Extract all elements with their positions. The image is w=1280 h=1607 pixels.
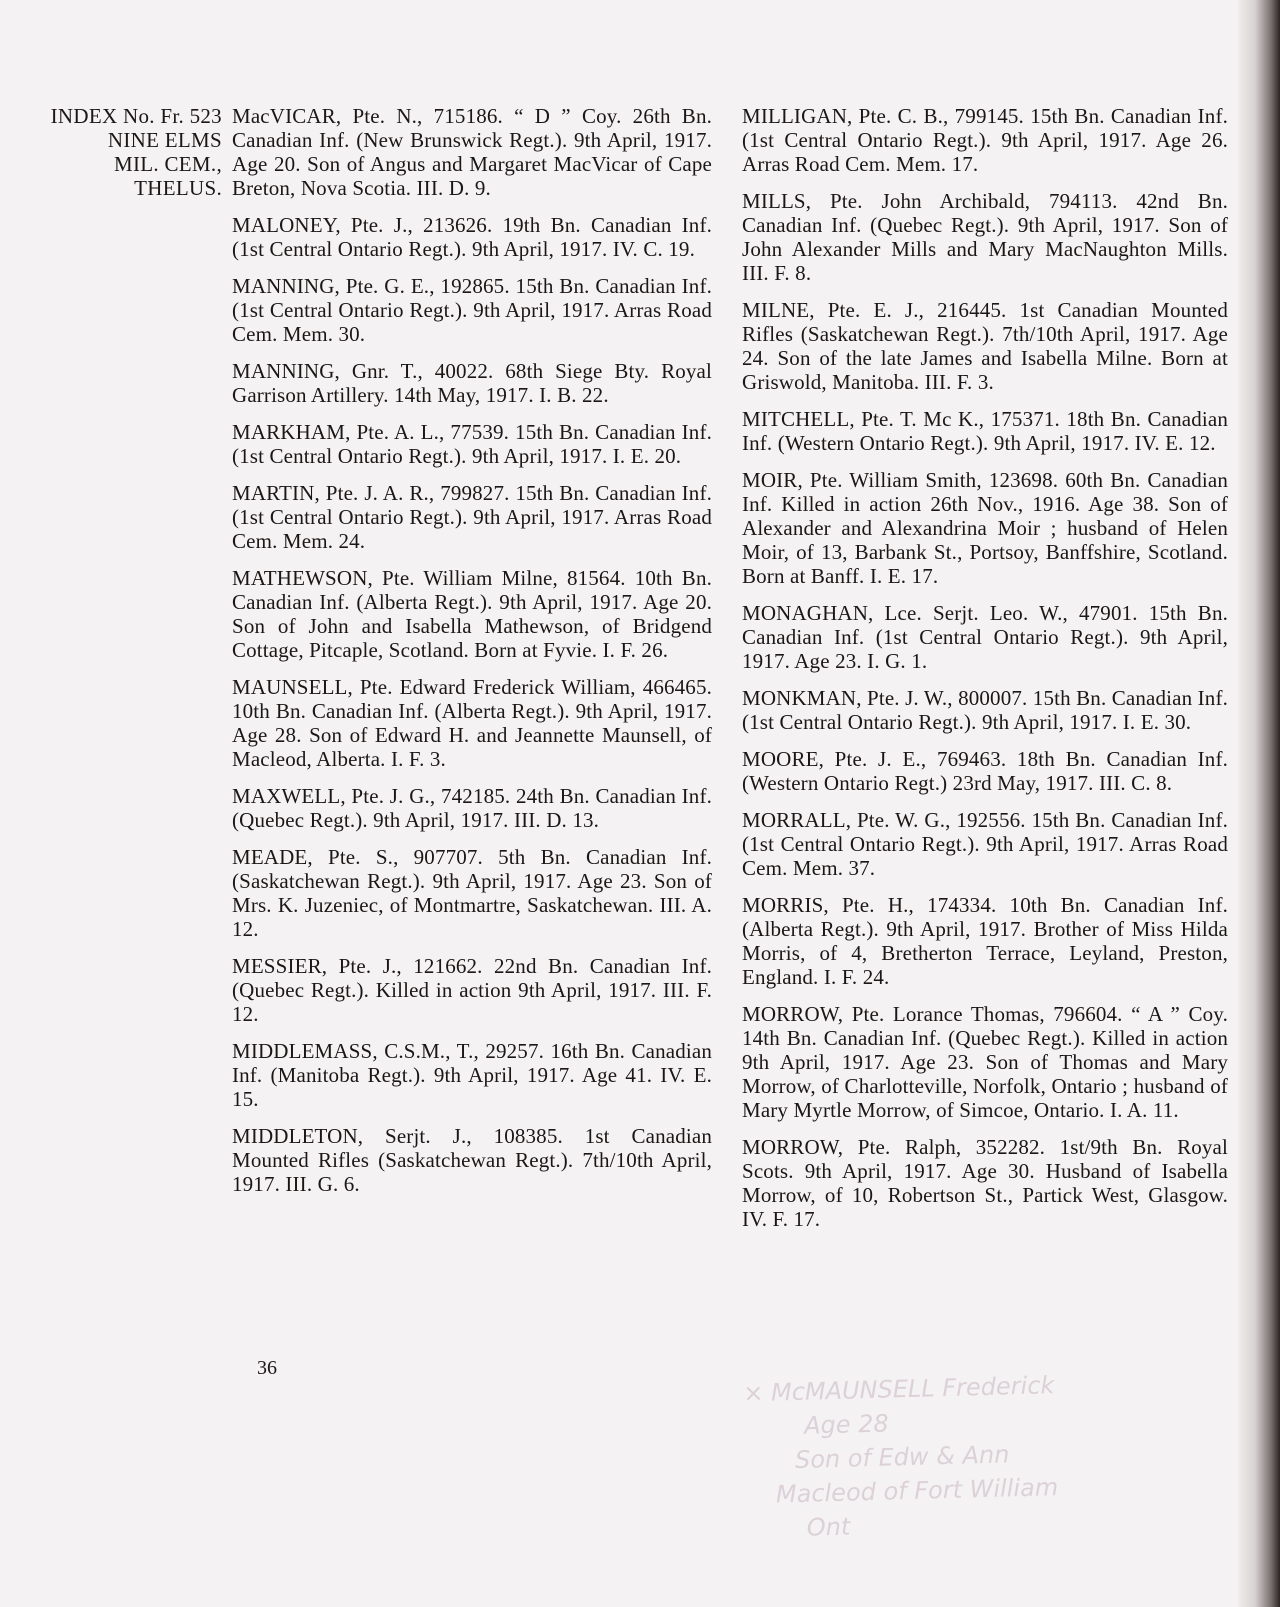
register-entry: MESSIER, Pte. J., 121662. 22nd Bn. Canadian Inf. (Quebec Regt.). Killed in action 9th April, 1917. III. F. 12.: [232, 954, 712, 1026]
register-entry: MONAGHAN, Lce. Serjt. Leo. W., 47901. 15th Bn. Canadian Inf. (1st Central Ontario Regt.). 9th April, 1917. Age 23. I. G. 1.: [742, 601, 1228, 673]
handwritten-line: Son of Edw & Ann: [794, 1440, 1010, 1474]
register-entry: MALONEY, Pte. J., 213626. 19th Bn. Canadian Inf. (1st Central Ontario Regt.). 9th April, 1917. IV. C. 19.: [232, 213, 712, 261]
page-number: 36: [257, 1357, 277, 1379]
handwritten-line: Ont: [806, 1512, 851, 1542]
register-entry: MORRIS, Pte. H., 174334. 10th Bn. Canadian Inf. (Alberta Regt.). 9th April, 1917. Brother of Miss Hilda Morris, of 4, Bretherton Terrace, Leyland, Preston, England. I. F. 24.: [742, 893, 1228, 989]
register-entry: MARTIN, Pte. J. A. R., 799827. 15th Bn. Canadian Inf. (1st Central Ontario Regt.). 9th April, 1917. Arras Road Cem. Mem. 24.: [232, 481, 712, 553]
index-sidebar: [18, 104, 222, 200]
handwritten-note: [743, 1364, 1227, 1547]
handwritten-line: Age 28: [803, 1409, 890, 1440]
register-entry: MacVICAR, Pte. N., 715186. “ D ” Coy. 26th Bn. Canadian Inf. (New Brunswick Regt.). 9th April, 1917. Age 20. Son of Angus and Margaret MacVicar of Cape Breton, Nova Scotia. III. D. 9.: [232, 104, 712, 200]
register-entry: MARKHAM, Pte. A. L., 77539. 15th Bn. Canadian Inf. (1st Central Ontario Regt.). 9th April, 1917. I. E. 20.: [232, 420, 712, 468]
register-entry: MANNING, Pte. G. E., 192865. 15th Bn. Canadian Inf. (1st Central Ontario Regt.). 9th April, 1917. Arras Road Cem. Mem. 30.: [232, 274, 712, 346]
register-entry: MILNE, Pte. E. J., 216445. 1st Canadian Mounted Rifles (Saskatchewan Regt.). 7th/10th April, 1917. Age 24. Son of the late James and Isabella Milne. Born at Griswold, Manitoba. III. F. 3.: [742, 298, 1228, 394]
register-entry: MILLS, Pte. John Archibald, 794113. 42nd Bn. Canadian Inf. (Quebec Regt.). 9th April, 1917. Son of John Alexander Mills and Mary MacNaughton Mills. III. F. 8.: [742, 189, 1228, 285]
register-entry: MITCHELL, Pte. T. Mc K., 175371. 18th Bn. Canadian Inf. (Western Ontario Regt.). 9th April, 1917. IV. E. 12.: [742, 407, 1228, 455]
sidebar-line: THELUS.: [134, 176, 222, 200]
register-entry: MILLIGAN, Pte. C. B., 799145. 15th Bn. Canadian Inf. (1st Central Ontario Regt.). 9th April, 1917. Age 26. Arras Road Cem. Mem. 17.: [742, 104, 1228, 176]
register-entry: MIDDLEMASS, C.S.M., T., 29257. 16th Bn. Canadian Inf. (Manitoba Regt.). 9th April, 1917. Age 41. IV. E. 15.: [232, 1039, 712, 1111]
register-entry: MORRALL, Pte. W. G., 192556. 15th Bn. Canadian Inf. (1st Central Ontario Regt.). 9th April, 1917. Arras Road Cem. Mem. 37.: [742, 808, 1228, 880]
right-column: [742, 104, 1228, 1244]
sidebar-line: MIL. CEM.,: [114, 152, 222, 176]
left-column: [232, 104, 712, 1209]
register-entry: MONKMAN, Pte. J. W., 800007. 15th Bn. Canadian Inf. (1st Central Ontario Regt.). 9th April, 1917. I. E. 30.: [742, 686, 1228, 734]
handwritten-line: Macleod of Fort William: [775, 1473, 1059, 1509]
register-entry: MOIR, Pte. William Smith, 123698. 60th Bn. Canadian Inf. Killed in action 26th Nov., 1916. Age 38. Son of Alexander and Alexandrina Moir ; husband of Helen Moir, of 13, Barbank St., Portsoy, Banffshire, Scotland. Born at Banff. I. E. 17.: [742, 468, 1228, 588]
register-entry: MAUNSELL, Pte. Edward Frederick William, 466465. 10th Bn. Canadian Inf. (Alberta Regt.). 9th April, 1917. Age 28. Son of Edward H. and Jeannette Maunsell, of Macleod, Alberta. I. F. 3.: [232, 675, 712, 771]
register-entry: MORROW, Pte. Lorance Thomas, 796604. “ A ” Coy. 14th Bn. Canadian Inf. (Quebec Regt.). Killed in action 9th April, 1917. Age 23. Son of Thomas and Mary Morrow, of Charlotteville, Norfolk, Ontario ; husband of Mary Myrtle Morrow, of Simcoe, Ontario. I. A. 11.: [742, 1002, 1228, 1122]
sidebar-line: NINE ELMS: [107, 128, 222, 152]
register-entry: MATHEWSON, Pte. William Milne, 81564. 10th Bn. Canadian Inf. (Alberta Regt.). 9th April, 1917. Age 20. Son of John and Isabella Mathewson, of Bridgend Cottage, Pitcaple, Scotland. Born at Fyvie. I. F. 26.: [232, 566, 712, 662]
handwritten-line: × McMAUNSELL Frederick: [742, 1371, 1055, 1408]
sidebar-line: INDEX No. Fr. 523: [50, 104, 222, 128]
register-entry: MEADE, Pte. S., 907707. 5th Bn. Canadian Inf. (Saskatchewan Regt.). 9th April, 1917. Age 23. Son of Mrs. K. Juzeniec, of Montmartre, Saskatchewan. III. A. 12.: [232, 845, 712, 941]
register-entry: MOORE, Pte. J. E., 769463. 18th Bn. Canadian Inf. (Western Ontario Regt.) 23rd May, 1917. III. C. 8.: [742, 747, 1228, 795]
register-entry: MORROW, Pte. Ralph, 352282. 1st/9th Bn. Royal Scots. 9th April, 1917. Age 30. Husband of Isabella Morrow, of 10, Robertson St., Partick West, Glasgow. IV. F. 17.: [742, 1135, 1228, 1231]
page-edge-shadow: [1238, 0, 1280, 1607]
register-entry: MIDDLETON, Serjt. J., 108385. 1st Canadian Mounted Rifles (Saskatchewan Regt.). 7th/10th April, 1917. III. G. 6.: [232, 1124, 712, 1196]
register-entry: MANNING, Gnr. T., 40022. 68th Siege Bty. Royal Garrison Artillery. 14th May, 1917. I. B. 22.: [232, 359, 712, 407]
register-entry: MAXWELL, Pte. J. G., 742185. 24th Bn. Canadian Inf. (Quebec Regt.). 9th April, 1917. III. D. 13.: [232, 784, 712, 832]
